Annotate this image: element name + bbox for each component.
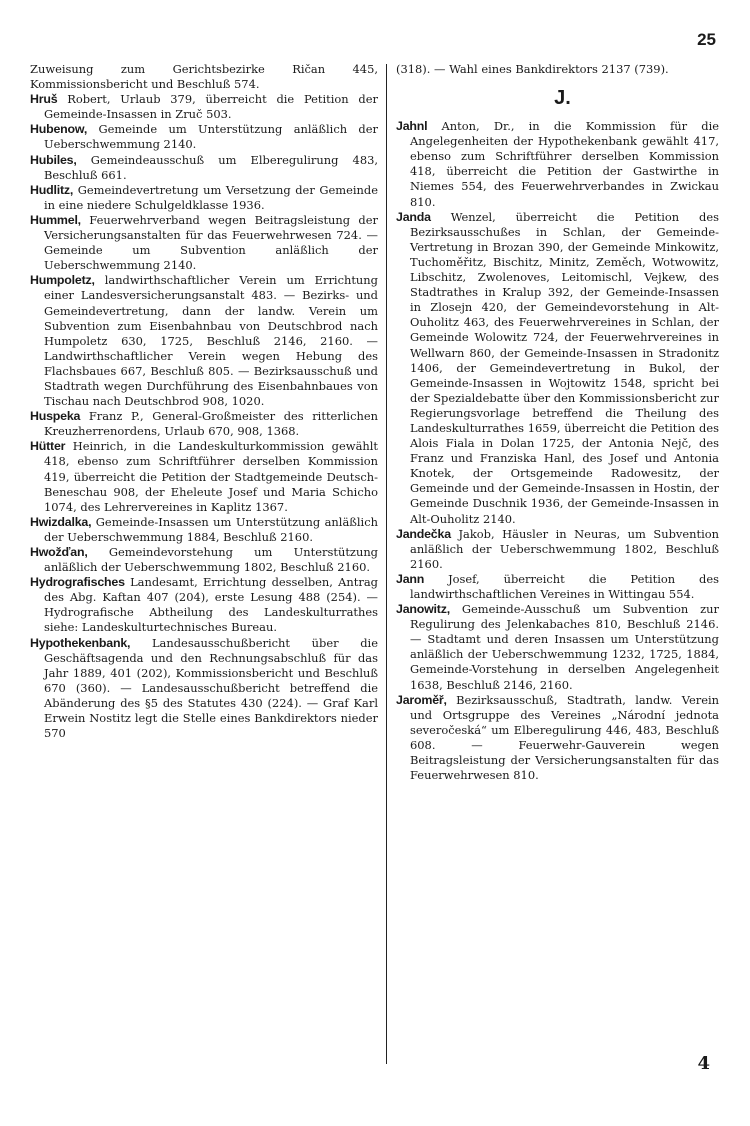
entry-text: Gemeindevorstehung um Unterstützung anläßlich der Ueberschwemmung 1802, Beschluß 2160. [44,545,379,575]
index-entry [30,213,378,273]
entry-text: Josef, überreicht die Petition des landwirthschaftlichen Vereines in Wittingau 554. [410,571,720,601]
index-entry [30,439,378,514]
index-entries [30,92,378,741]
entry-text: Gemeinde-Ausschuß um Subvention zur Regulirung des Jelenkabaches 810, Beschluß 2146. — Stadtamt und deren Insassen um Unterstützung anläßlich der Ueberschwemmung 1232, 1725, 1884, Gemeinde-Vorstehung in derselben Angelegenheit 1638, Beschluß 2146, 2160. [410,602,719,692]
entry-heading: Hwožďan, [30,545,88,559]
entry-text: Bezirksausschuß, Stadtrath, landw. Verein und Ortsgruppe des Vereines „Národní jednota severočeská“ um Elberegulirung 446, 483, Beschluß 608. — Feuerwehr-Gauverein wegen Beitragsleistung der Versicherungsanstalten für das Feuerwehrwesen 810. [410,692,719,783]
continuation-text: (318). — Wahl eines Bankdirektors 2137 (739). [396,62,669,76]
entry-heading: Janda [396,209,431,224]
signature-mark: 4 [697,1053,710,1074]
continuation-text: Zuweisung zum Gerichtsbezirke Ričan 445, Kommissionsbericht und Beschluß 574. [30,62,378,92]
index-entries [396,119,719,783]
entry-text: Gemeindeausschuß um Elberegulirung 483, Beschluß 661. [44,152,379,182]
index-entry [30,273,378,409]
entry-heading: Jaroměř, [396,692,447,707]
index-entry [30,409,378,439]
right-column [396,62,719,783]
index-entry [30,575,378,635]
entry-text: Jakob, Häusler in Neuras, um Subvention anläßlich der Ueberschwemmung 1802, Beschluß 2160. [410,526,720,571]
index-entry [396,527,719,572]
entry-text: landwirthschaftlicher Verein um Errichtung einer Landesversicherungsanstalt 483. — Bezirks- und Gemeindevertretung, dann der landw. Verein um Subvention zum Eisenbahnbau von Deutschbrod nach Humpoletz 630, 1725, Beschluß 2146, 2160. — Landwirthschaftlicher Verein wegen Hebung des Flachsbaues 667, Beschluß 805. — Bezirksausschuß und Stadtrath wegen Durchführung des Eisenbahnbaues von Tischau nach Deutschbrod 908, 1020. [44,273,378,409]
entry-text: Robert, Urlaub 379, überreicht die Petition der Gemeinde-Insassen in Zruč 503. [44,92,378,122]
index-entry [396,602,719,693]
page-number: 25 [697,30,716,49]
index-entry [396,210,719,527]
entry-heading: Hwizdalka, [30,514,92,529]
entry-text: Gemeinde-Insassen um Unterstützung anläßlich der Ueberschwemmung 1884, Beschluß 2160. [44,514,378,544]
entry-text: Gemeinde um Unterstützung anläßlich der Ueberschwemmung 2140. [44,122,378,152]
entry-heading: Hydrografisches [30,575,125,590]
entry-heading: Hummel, [30,212,81,227]
entry-heading: Hruš [30,92,58,107]
index-entry [30,153,378,183]
index-entry [30,545,378,575]
index-entry [30,92,378,122]
section-letter: J. [554,87,571,110]
entry-heading: Jahnl [396,119,428,134]
entry-text: Anton, Dr., in die Kommission für die Angelegenheiten der Hypothekenbank gewählt 417, ebenso zum Schriftführer derselben Kommission 418, überreicht die Petition der Gastwirthe in Niemes 554, des Feuerwehrverbandes in Zwickau 810. [410,119,719,209]
entry-heading: Hubenow, [30,122,88,137]
left-column [30,62,378,741]
index-entry [30,515,378,545]
entry-text: Wenzel, überreicht die Petition des Bezirksausschußes in Schlan, der Gemeinde-Vertretung in Brozan 390, der Gemeinde Minkowitz, Tuchoměřitz, Bischitz, Minitz, Zeměch, Wotwowitz, Libschitz, Zwolenoves, Leitomischl, Vejkew, des Stadtrathes in Kralup 392, der Gemeinde-Insassen in Zlosejn 420, der Gemeindevorstehung in Alt-Ouholitz 463, des Feuerwehrvereines in Schlan, der Gemeinde Wolowitz 724, der Feuerwehrvereines in Wellwarn 860, der Gemeinde-Insassen in Stradonitz 1406, der Gemeindevertretung in Bukol, der Gemeinde-Insassen in Wojtowitz 1548, spricht bei der Spezialdebatte über den Kommissionsbericht zur Regierungsvorlage betreffend die Theilung des Landeskulturrathes 1659, überreicht die Petition des Alois Fiala in Dolan 1725, der Antonia Nejč, des Franz und Franziska Hanl, des Josef und Antonia Knotek, der Ortsgemeinde Radowesitz, der Gemeinde und der Gemeinde-Insassen in Hostin, der Gemeinde Duschnik 1936, der Gemeinde-Insassen in Alt-Ouholitz 2140. [410,209,719,526]
entry-heading: Janowitz, [396,602,450,617]
entry-text: Feuerwehrverband wegen Beitragsleistung der Versicherungsanstalten für das Feuerwehrwesen 724. — Gemeinde um Subvention anläßlich der Ueberschwemmung 2140. [44,212,378,273]
index-entry [396,119,719,210]
index-entry [30,183,378,213]
entry-heading: Hypothekenbank, [30,635,131,650]
entry-heading: Hubiles, [30,152,77,167]
index-entry [396,572,719,602]
entry-heading: Hütter [30,439,66,454]
column-divider [386,64,387,1064]
entry-heading: Jandečka [396,526,451,541]
entry-text: Landesausschußbericht über die Geschäftsagenda und den Rechnungsabschluß für das Jahr 1889, 401 (202), Kommissionsbericht und Beschluß 670 (360). — Landesausschußbericht betreffend die Abänderung des §5 des Statutes 430 (224). — Graf Karl Erwein Nostitz legt die Stelle eines Bankdirektors nieder 570 [44,635,378,741]
entry-text: Franz P., General-Großmeister des ritterlichen Kreuzherrenordens, Urlaub 670, 908, 1368. [44,409,378,439]
index-entry [30,636,378,742]
entry-heading: Humpoletz, [30,273,95,288]
entry-heading: Jann [396,571,425,586]
entry-text: Heinrich, in die Landeskulturkommission gewählt 418, ebenso zum Schriftführer derselben Kommission 419, überreicht die Petition der Stadtgemeinde Deutsch-Beneschau 908, der Eheleute Josef und Maria Schicho 1074, des Lehrervereines in Kaplitz 1367. [44,439,379,514]
entry-heading: Hudlitz, [30,182,74,197]
entry-text: Gemeindevertretung um Versetzung der Gemeinde in eine niedere Schulgeldklasse 1936. [44,182,378,212]
index-entry [30,122,378,152]
entry-heading: Huspeka [30,409,81,424]
index-entry [396,693,719,784]
entry-text: Landesamt, Errichtung desselben, Antrag des Abg. Kaftan 407 (204), erste Lesung 488 (254). — Hydrografische Abtheilung des Landeskulturrathes siehe: Landeskulturtechnisches Bureau. [44,575,379,635]
